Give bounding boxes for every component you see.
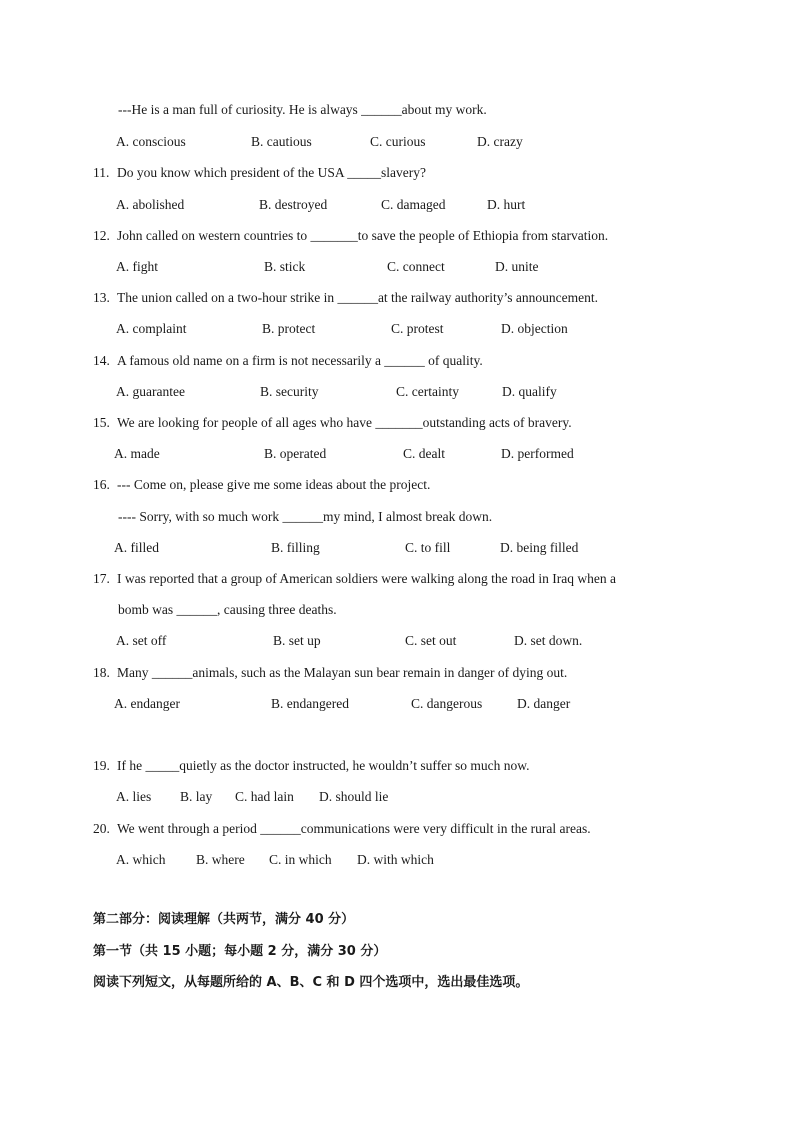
option-a: A. complaint bbox=[116, 321, 187, 336]
question-17-options bbox=[0, 633, 794, 649]
option-d: D. being filled bbox=[500, 540, 579, 555]
option-b: B. filling bbox=[271, 540, 320, 555]
question-10-options bbox=[0, 134, 794, 150]
question-11 bbox=[93, 165, 426, 181]
question-12-options bbox=[0, 259, 794, 275]
question-17 bbox=[93, 571, 616, 587]
question-stem: I was reported that a group of American soldiers were walking along the road in Iraq when a bbox=[117, 571, 616, 586]
question-stem: We are looking for people of all ages who have _______outstanding acts of bravery. bbox=[117, 415, 572, 430]
question-19 bbox=[93, 758, 530, 774]
question-number: 14. bbox=[93, 353, 110, 368]
option-b: B. endangered bbox=[271, 696, 349, 711]
option-a: A. conscious bbox=[116, 134, 186, 149]
option-c: C. dealt bbox=[403, 446, 445, 461]
question-18 bbox=[93, 665, 567, 681]
option-a: A. set off bbox=[116, 633, 167, 648]
option-d: D. crazy bbox=[477, 134, 523, 149]
question-stem: Do you know which president of the USA _____slavery? bbox=[117, 165, 426, 180]
question-14-options bbox=[0, 384, 794, 400]
option-c: C. protest bbox=[391, 321, 444, 336]
option-b: B. destroyed bbox=[259, 197, 328, 212]
option-a: A. made bbox=[114, 446, 160, 461]
option-a: A. which bbox=[116, 852, 166, 867]
question-10-stem: ---He is a man full of curiosity. He is always ______about my work. bbox=[118, 102, 487, 117]
option-b: B. cautious bbox=[251, 134, 312, 149]
question-stem: The union called on a two-hour strike in ______at the railway authority’s announcement. bbox=[117, 290, 598, 305]
option-a: A. abolished bbox=[116, 197, 185, 212]
option-b: B. protect bbox=[262, 321, 316, 336]
option-a: A. filled bbox=[114, 540, 159, 555]
option-a: A. lies bbox=[116, 789, 152, 804]
question-number: 18. bbox=[93, 665, 110, 680]
question-13 bbox=[93, 290, 598, 306]
question-number: 19. bbox=[93, 758, 110, 773]
option-b: B. lay bbox=[180, 789, 213, 804]
question-13-options bbox=[0, 321, 794, 337]
option-d: D. with which bbox=[357, 852, 434, 867]
question-19-options bbox=[0, 789, 794, 805]
question-18-options bbox=[0, 696, 794, 712]
question-number: 16. bbox=[93, 477, 110, 492]
option-a: A. fight bbox=[116, 259, 158, 274]
option-c: C. damaged bbox=[381, 197, 446, 212]
option-c: C. in which bbox=[269, 852, 332, 867]
question-16 bbox=[93, 477, 430, 493]
question-16-options bbox=[0, 540, 794, 556]
option-a: A. endanger bbox=[114, 696, 180, 711]
option-b: B. set up bbox=[273, 633, 321, 648]
question-stem: If he _____quietly as the doctor instructed, he wouldn’t suffer so much now. bbox=[117, 758, 530, 773]
question-20 bbox=[93, 821, 591, 837]
option-d: D. qualify bbox=[502, 384, 557, 399]
question-stem: We went through a period ______communications were very difficult in the rural areas. bbox=[117, 821, 591, 836]
question-number: 12. bbox=[93, 228, 110, 243]
question-20-options bbox=[0, 852, 794, 868]
option-d: D. danger bbox=[517, 696, 571, 711]
section-one-heading: 第一节（共 15 小题；每小题 2 分，满分 30 分） bbox=[93, 944, 387, 959]
question-number: 11. bbox=[93, 165, 110, 180]
question-15 bbox=[93, 415, 572, 431]
option-d: D. should lie bbox=[319, 789, 389, 804]
section-instruction: 阅读下列短文，从每题所给的 A、B、C 和 D 四个选项中，选出最佳选项。 bbox=[93, 975, 529, 990]
option-d: D. objection bbox=[501, 321, 568, 336]
option-d: D. performed bbox=[501, 446, 574, 461]
question-14 bbox=[93, 353, 483, 369]
option-a: A. guarantee bbox=[116, 384, 185, 399]
question-number: 13. bbox=[93, 290, 110, 305]
question-11-options bbox=[0, 197, 794, 213]
option-c: C. had lain bbox=[235, 789, 294, 804]
question-stem: A famous old name on a firm is not necessarily a ______ of quality. bbox=[117, 353, 483, 368]
option-c: C. set out bbox=[405, 633, 457, 648]
question-12 bbox=[93, 228, 608, 244]
option-d: D. hurt bbox=[487, 197, 526, 212]
option-c: C. to fill bbox=[405, 540, 451, 555]
option-c: C. curious bbox=[370, 134, 426, 149]
question-16-stem-continued: ---- Sorry, with so much work ______my mind, I almost break down. bbox=[118, 509, 493, 524]
option-b: B. stick bbox=[264, 259, 306, 274]
option-b: B. security bbox=[260, 384, 319, 399]
question-stem: Many ______animals, such as the Malayan sun bear remain in danger of dying out. bbox=[117, 665, 568, 680]
option-b: B. operated bbox=[264, 446, 327, 461]
option-c: C. dangerous bbox=[411, 696, 483, 711]
option-c: C. certainty bbox=[396, 384, 459, 399]
option-b: B. where bbox=[196, 852, 245, 867]
question-stem: John called on western countries to _______to save the people of Ethiopia from starvation. bbox=[117, 228, 609, 243]
option-d: D. unite bbox=[495, 259, 539, 274]
question-15-options bbox=[0, 446, 794, 462]
section-part-two-heading: 第二部分：阅读理解（共两节，满分 40 分） bbox=[93, 912, 355, 927]
question-stem: --- Come on, please give me some ideas about the project. bbox=[117, 477, 431, 492]
question-number: 20. bbox=[93, 821, 110, 836]
option-c: C. connect bbox=[387, 259, 445, 274]
question-number: 17. bbox=[93, 571, 110, 586]
question-number: 15. bbox=[93, 415, 110, 430]
question-17-stem-continued: bomb was ______, causing three deaths. bbox=[118, 602, 337, 617]
option-d: D. set down. bbox=[514, 633, 583, 648]
